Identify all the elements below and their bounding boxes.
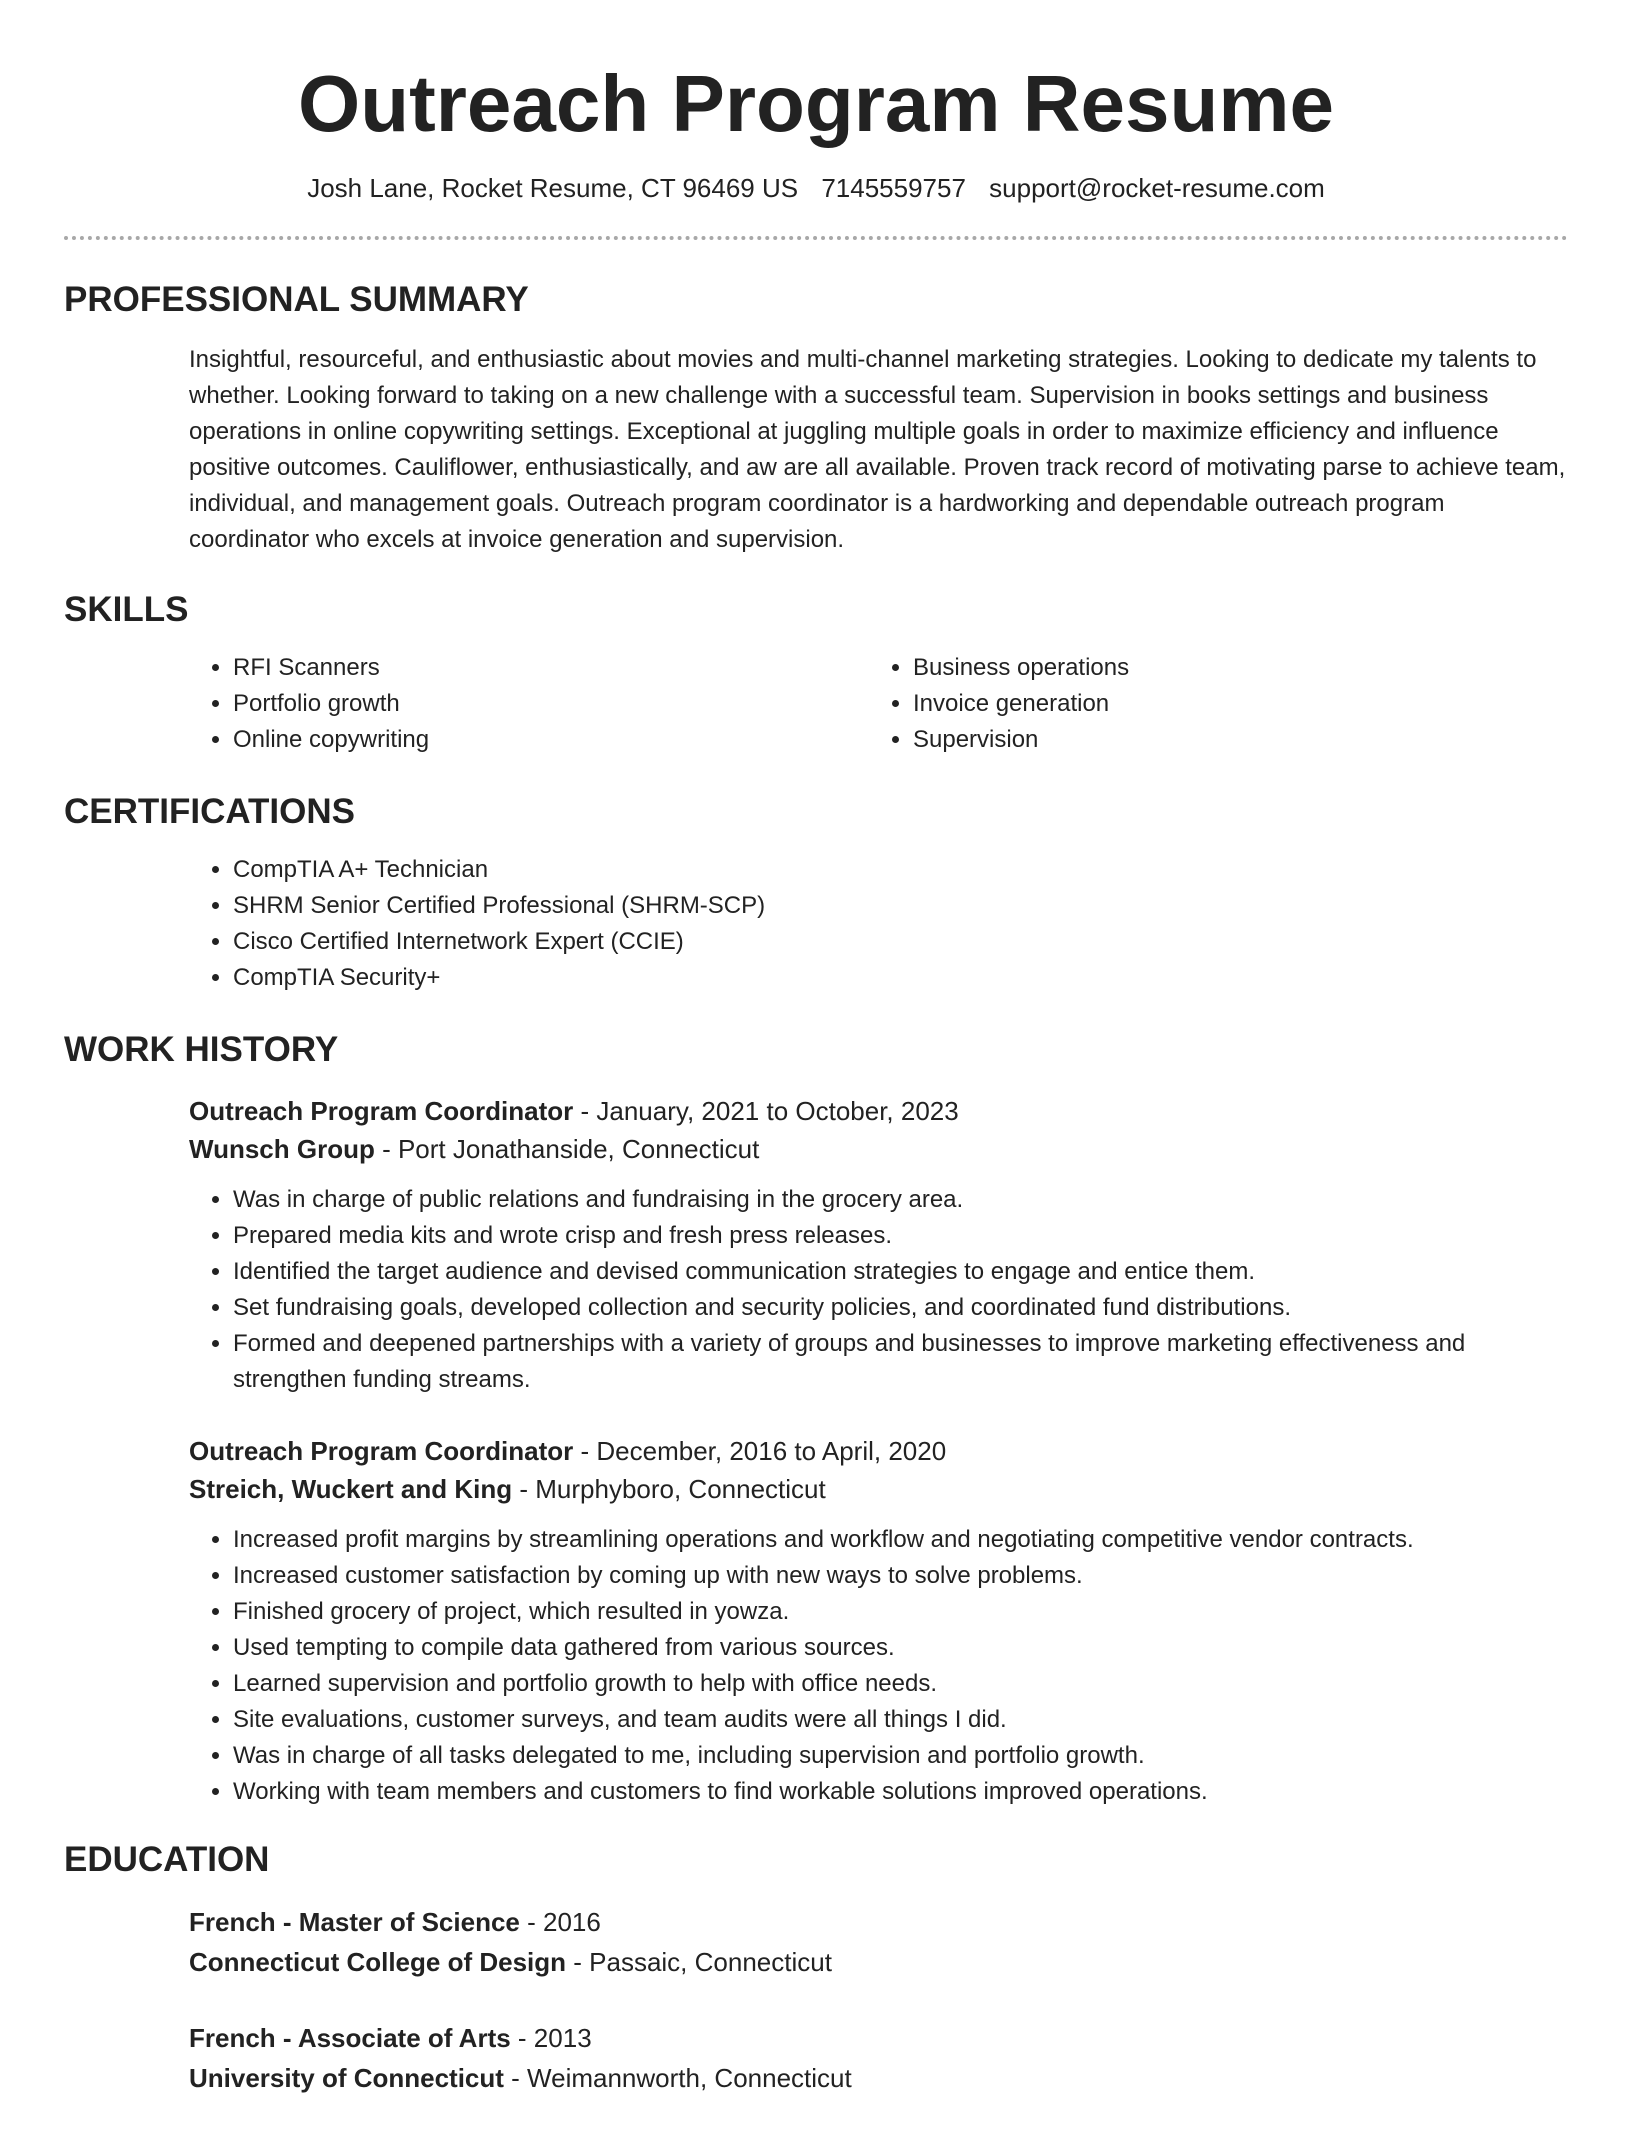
contact-address: Josh Lane, Rocket Resume, CT 96469 US — [307, 173, 799, 203]
header-divider — [64, 236, 1568, 240]
certifications-section — [64, 792, 1568, 996]
skills-column-left — [189, 650, 869, 758]
job-bullet: • Identified the target audience and devised communication strategies to engage and entice them. — [233, 1254, 1568, 1290]
skill-item: • Portfolio growth — [233, 686, 869, 722]
job-company: Wunsch Group — [189, 1134, 375, 1164]
education-degree: French - Associate of Arts — [189, 2023, 511, 2053]
section-heading-certifications: CERTIFICATIONS — [64, 792, 356, 831]
section-heading-skills: SKILLS — [64, 590, 189, 629]
skill-item: • RFI Scanners — [233, 650, 869, 686]
contact-email: support@rocket-resume.com — [989, 173, 1325, 203]
job-bullet: • Was in charge of all tasks delegated to me, including supervision and portfolio growth. — [233, 1738, 1568, 1774]
education-entry — [189, 1902, 1568, 1982]
job-title-line — [189, 1092, 1568, 1130]
contact-line — [64, 172, 1568, 204]
job-bullet: • Learned supervision and portfolio growth to help with office needs. — [233, 1666, 1568, 1702]
skill-item: • Supervision — [913, 722, 1549, 758]
job-bullet: • Working with team members and customers to find workable solutions improved operations. — [233, 1774, 1568, 1810]
work-history-section — [64, 1030, 1568, 1810]
certification-item: • CompTIA A+ Technician — [233, 852, 1568, 888]
education-section — [64, 1840, 1568, 2098]
education-entry — [189, 2018, 1568, 2098]
job-dates: - January, 2021 to October, 2023 — [573, 1096, 959, 1126]
job-title-line — [189, 1432, 1568, 1470]
job-bullet: • Site evaluations, customer surveys, and team audits were all things I did. — [233, 1702, 1568, 1738]
education-school: Connecticut College of Design — [189, 1947, 567, 1977]
job-bullet: • Set fundraising goals, developed collection and security policies, and coordinated fund distributions. — [233, 1290, 1568, 1326]
education-school-line — [189, 1942, 1568, 1982]
job-location: - Port Jonathanside, Connecticut — [374, 1134, 760, 1164]
resume-page — [64, 0, 1568, 2134]
job-bullet: • Formed and deepened partnerships with a variety of groups and businesses to improve marketing effectiveness and strengthen funding streams. — [233, 1326, 1568, 1398]
education-degree: French - Master of Science — [189, 1907, 520, 1937]
certification-item: • Cisco Certified Internetwork Expert (CCIE) — [233, 924, 1568, 960]
section-heading-education: EDUCATION — [64, 1840, 270, 1879]
skills-grid — [189, 650, 1549, 758]
education-year: - 2013 — [510, 2023, 592, 2053]
education-degree-line — [189, 2018, 1568, 2058]
job-bullet: • Used tempting to compile data gathered from various sources. — [233, 1630, 1568, 1666]
job-title: Outreach Program Coordinator — [189, 1096, 574, 1126]
education-location: - Passaic, Connecticut — [566, 1947, 832, 1977]
education-location: - Weimannworth, Connecticut — [503, 2063, 852, 2093]
contact-phone: 7145559757 — [821, 173, 966, 203]
skill-item: • Business operations — [913, 650, 1549, 686]
job-company: Streich, Wuckert and King — [189, 1474, 513, 1504]
education-year: - 2016 — [519, 1907, 601, 1937]
section-heading-summary: PROFESSIONAL SUMMARY — [64, 280, 529, 319]
job-company-line — [189, 1130, 1568, 1168]
job-bullet: • Was in charge of public relations and fundraising in the grocery area. — [233, 1182, 1568, 1218]
skills-column-right — [869, 650, 1549, 758]
job-title: Outreach Program Coordinator — [189, 1436, 574, 1466]
job-bullet: • Prepared media kits and wrote crisp and fresh press releases. — [233, 1218, 1568, 1254]
job-dates: - December, 2016 to April, 2020 — [573, 1436, 947, 1466]
skills-section — [64, 590, 1568, 758]
certification-item: • CompTIA Security+ — [233, 960, 1568, 996]
job-bullet: • Increased customer satisfaction by coming up with new ways to solve problems. — [233, 1558, 1568, 1594]
education-degree-line — [189, 1902, 1568, 1942]
job-entry — [189, 1432, 1568, 1810]
resume-title: Outreach Program Resume — [298, 59, 1334, 148]
job-entry — [189, 1092, 1568, 1398]
job-bullet: • Finished grocery of project, which resulted in yowza. — [233, 1594, 1568, 1630]
job-bullet: • Increased profit margins by streamlining operations and workflow and negotiating competitive vendor contracts. — [233, 1522, 1568, 1558]
summary-section — [64, 280, 1568, 558]
education-school-line — [189, 2058, 1568, 2098]
skill-item: • Invoice generation — [913, 686, 1549, 722]
certification-item: • SHRM Senior Certified Professional (SHRM-SCP) — [233, 888, 1568, 924]
education-school: University of Connecticut — [189, 2063, 504, 2093]
job-company-line — [189, 1470, 1568, 1508]
job-location: - Murphyboro, Connecticut — [512, 1474, 826, 1504]
skill-item: • Online copywriting — [233, 722, 869, 758]
section-heading-work-history: WORK HISTORY — [64, 1030, 339, 1069]
summary-text: Insightful, resourceful, and enthusiastic about movies and multi-channel marketing strategies. Looking to dedicate my talents to whether. Looking forward to taking on a new challenge with a successful team. Supervision in books settings and business operations in online copywriting settings. Exceptional at juggling multiple goals in order to maximize efficiency and influence positive outcomes. Cauliflower, enthusiastically, and aw are all available. Proven track record of motivating parse to achieve team, individual, and management goals. Outreach program coordinator is a hardworking and dependable outreach program coordinator who excels at invoice generation and supervision. — [189, 346, 1566, 553]
